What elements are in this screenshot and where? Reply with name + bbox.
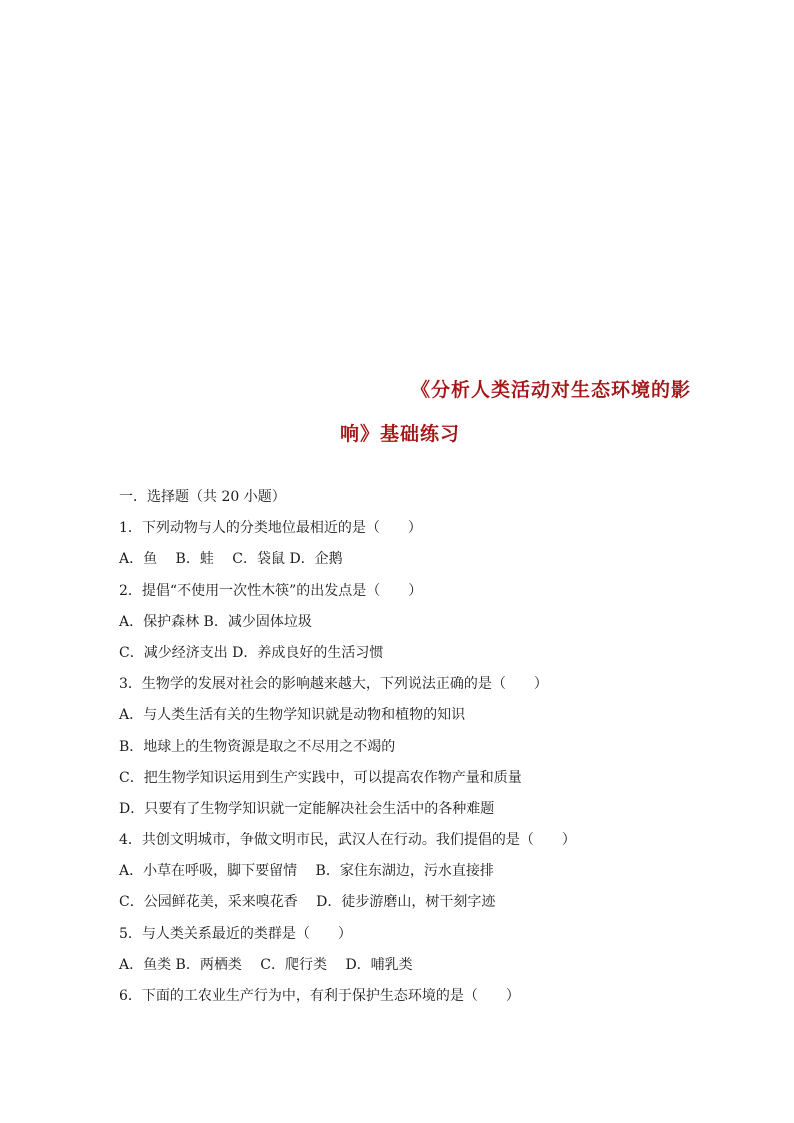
question-3-option-c: C．把生物学知识运用到生产实践中，可以提高农作物产量和质量 bbox=[119, 769, 522, 786]
question-4: 4．共创文明城市，争做文明市民，武汉人在行动。我们提倡的是（ ） bbox=[119, 832, 576, 849]
document-title-line-2: 响》基础练习 bbox=[340, 423, 461, 445]
question-1: 1．下列动物与人的分类地位最相近的是（ ） bbox=[119, 520, 422, 537]
question-5: 5．与人类关系最近的类群是（ ） bbox=[119, 925, 352, 942]
question-4-options-ab: A．小草在呼吸，脚下要留情 B．家住东湖边，污水直接排 bbox=[119, 863, 494, 880]
question-3-option-a: A．与人类生活有关的生物学知识就是动物和植物的知识 bbox=[119, 707, 466, 724]
question-list bbox=[119, 487, 719, 1017]
question-3: 3．生物学的发展对社会的影响越来越大，下列说法正确的是（ ） bbox=[119, 676, 548, 693]
question-5-options: A．鱼类 B．两栖类 C．爬行类 D．哺乳类 bbox=[119, 956, 413, 973]
document-title-line-1: 《分析人类活动对生态环境的影 bbox=[411, 379, 692, 401]
question-3-option-d: D．只要有了生物学知识就一定能解决社会生活中的各种难题 bbox=[119, 800, 495, 817]
question-6: 6．下面的工农业生产行为中，有利于保护生态环境的是（ ） bbox=[119, 988, 520, 1004]
question-4-options-cd: C．公园鲜花美，采来嗅花香 D．徒步游磨山，树干刻字迹 bbox=[119, 894, 496, 911]
question-1-options: A．鱼 B．蛙 C．袋鼠 D．企鹅 bbox=[119, 551, 343, 568]
question-2-options-cd: C．减少经济支出 D．养成良好的生活习惯 bbox=[119, 644, 384, 661]
section-heading: 一．选择题（共 20 小题） bbox=[119, 489, 286, 505]
question-3-option-b: B．地球上的生物资源是取之不尽用之不竭的 bbox=[119, 738, 396, 755]
question-2: 2．提倡“不使用一次性木筷”的出发点是（ ） bbox=[119, 582, 423, 599]
question-2-options-ab: A．保护森林 B．减少固体垃圾 bbox=[119, 613, 312, 630]
